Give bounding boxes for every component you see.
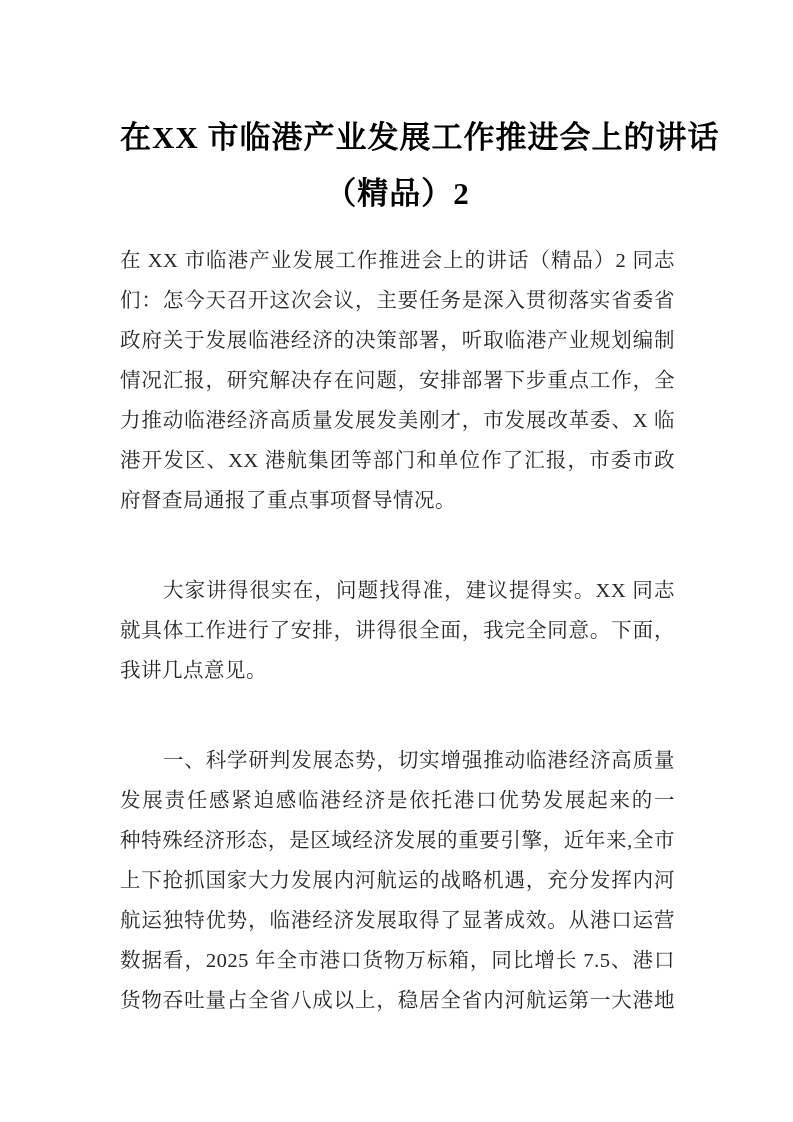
paragraph-line: 上下抢抓国家大力发展内河航运的战略机遇，充分发挥内河 bbox=[120, 870, 675, 892]
paragraph-3 bbox=[120, 741, 675, 1021]
paragraph-line: 们：怎今天召开这次会议，主要任务是深入贯彻落实省委省 bbox=[120, 290, 675, 312]
paragraph-line: 一、科学研判发展态势，切实增强推动临港经济高质量 bbox=[163, 750, 675, 772]
paragraph-line: 力推动临港经济高质量发展发美刚才，市发展改革委、X 临 bbox=[120, 410, 675, 432]
document-body bbox=[120, 241, 675, 1021]
paragraph-line: 在 XX 市临港产业发展工作推进会上的讲话（精品）2 同志 bbox=[120, 250, 675, 272]
paragraph-line: 港开发区、XX 港航集团等部门和单位作了汇报，市委市政 bbox=[120, 450, 675, 472]
paragraph-line: 航运独特优势，临港经济发展取得了显著成效。从港口运营 bbox=[120, 910, 675, 932]
paragraph-line: 情况汇报，研究解决存在问题，安排部署下步重点工作，全 bbox=[120, 370, 675, 392]
paragraph-line: 我讲几点意见。 bbox=[120, 660, 267, 682]
paragraph-line: 就具体工作进行了安排，讲得很全面，我完全同意。下面， bbox=[120, 620, 675, 642]
document-title-line-2: （精品）2 bbox=[325, 176, 470, 211]
paragraph-line: 大家讲得很实在，问题找得准，建议提得实。XX 同志 bbox=[163, 580, 675, 602]
document-title bbox=[120, 110, 720, 222]
document-title-line-1: 在XX 市临港产业发展工作推进会上的讲话 bbox=[120, 120, 720, 155]
paragraph-line: 种特殊经济形态，是区域经济发展的重要引擎，近年来,全市 bbox=[120, 830, 675, 852]
paragraph-line: 发展责任感紧迫感临港经济是依托港口优势发展起来的一 bbox=[120, 790, 675, 812]
paragraph-2 bbox=[120, 571, 675, 691]
paragraph-line: 政府关于发展临港经济的决策部署，听取临港产业规划编制 bbox=[120, 330, 675, 352]
paragraph-line: 数据看，2025 年全市港口货物万标箱，同比增长 7.5、港口 bbox=[120, 950, 675, 972]
paragraph-1 bbox=[120, 241, 675, 521]
paragraph-line: 货物吞吐量占全省八成以上，稳居全省内河航运第一大港地 bbox=[120, 990, 675, 1012]
paragraph-line: 府督查局通报了重点事项督导情况。 bbox=[120, 490, 456, 512]
